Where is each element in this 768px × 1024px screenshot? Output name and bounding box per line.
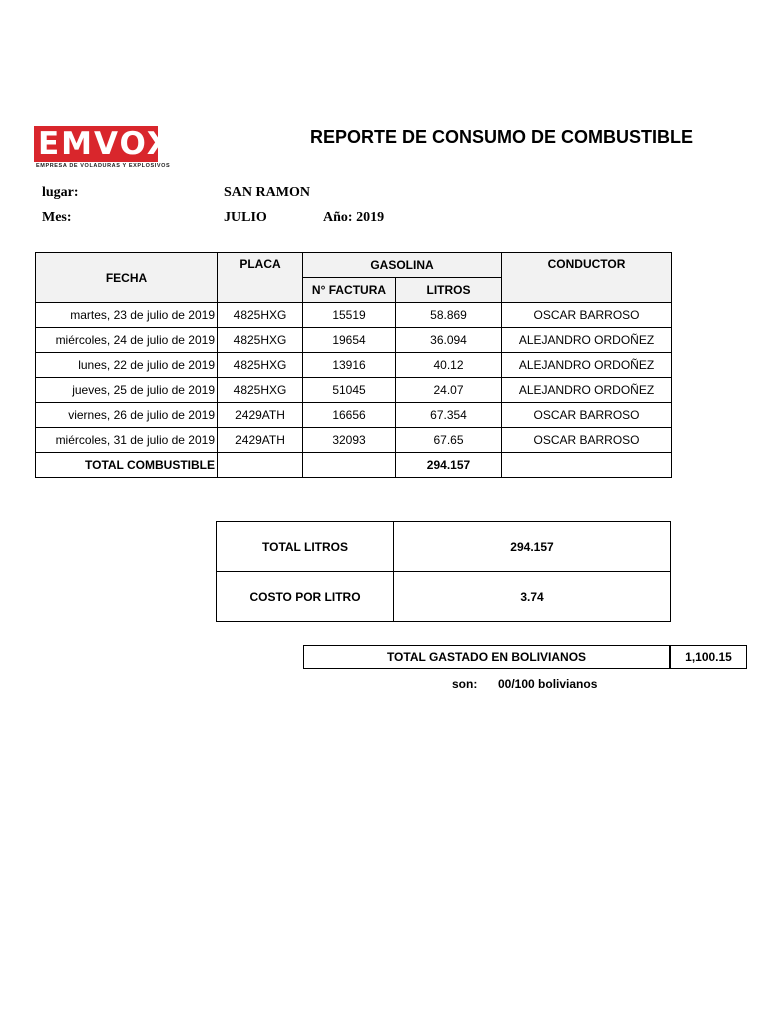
cell-placa: 4825HXG [218,328,303,353]
cell-placa: 2429ATH [218,403,303,428]
cell-placa: 4825HXG [218,378,303,403]
cell-placa: 4825HXG [218,353,303,378]
cell-placa: 4825HXG [218,303,303,328]
lugar-label: lugar: [42,185,79,200]
cell-factura: 16656 [303,403,396,428]
table-row [36,328,672,353]
header-conductor: CONDUCTOR [502,253,672,303]
total-litros: 294.157 [396,453,502,478]
table-row [36,378,672,403]
cell-litros: 58.869 [396,303,502,328]
cell-litros: 67.354 [396,403,502,428]
total-placa-empty [218,453,303,478]
son-label: son: [452,677,478,691]
cell-conductor: ALEJANDRO ORDOÑEZ [502,353,672,378]
cell-conductor: OSCAR BARROSO [502,428,672,453]
lugar-value: SAN RAMON [224,185,310,200]
total-conductor-empty [502,453,672,478]
table-row [36,428,672,453]
cell-fecha: miércoles, 24 de julio de 2019 [36,328,218,353]
cell-fecha: martes, 23 de julio de 2019 [36,303,218,328]
cell-conductor: ALEJANDRO ORDOÑEZ [502,328,672,353]
summary-row [217,522,671,572]
cell-placa: 2429ATH [218,428,303,453]
table-row [36,353,672,378]
anio-label: Año: [323,210,353,225]
cell-factura: 19654 [303,328,396,353]
mes-label: Mes: [42,210,72,225]
total-gastado-value: 1,100.15 [670,645,747,669]
total-label: TOTAL COMBUSTIBLE [36,453,218,478]
summary-table [216,521,671,622]
costo-value: 3.74 [394,572,671,622]
company-logo [34,126,189,172]
total-row [36,453,672,478]
cell-factura: 13916 [303,353,396,378]
cell-litros: 40.12 [396,353,502,378]
total-litros-value: 294.157 [394,522,671,572]
total-gastado-label: TOTAL GASTADO EN BOLIVIANOS [303,645,670,669]
cell-litros: 36.094 [396,328,502,353]
anio-value: 2019 [356,210,385,225]
cell-litros: 24.07 [396,378,502,403]
table-row [36,303,672,328]
header-gasolina: GASOLINA [303,253,502,278]
costo-label: COSTO POR LITRO [217,572,394,622]
summary-row [217,572,671,622]
header-fecha: FECHA [36,253,218,303]
header-factura: N° FACTURA [303,278,396,303]
cell-conductor: ALEJANDRO ORDOÑEZ [502,378,672,403]
cell-fecha: jueves, 25 de julio de 2019 [36,378,218,403]
cell-conductor: OSCAR BARROSO [502,303,672,328]
cell-litros: 67.65 [396,428,502,453]
cell-factura: 32093 [303,428,396,453]
total-factura-empty [303,453,396,478]
cell-fecha: viernes, 26 de julio de 2019 [36,403,218,428]
son-value: 00/100 bolivianos [498,677,598,691]
page-title: REPORTE DE CONSUMO DE COMBUSTIBLE [310,127,694,147]
cell-conductor: OSCAR BARROSO [502,403,672,428]
total-litros-label: TOTAL LITROS [217,522,394,572]
anio-field [323,210,384,226]
logo-tagline: EMPRESA DE VOLADURAS Y EXPLOSIVOS [36,163,171,169]
header-litros: LITROS [396,278,502,303]
cell-factura: 15519 [303,303,396,328]
cell-fecha: lunes, 22 de julio de 2019 [36,353,218,378]
logo-wordmark: EMVOX! [34,126,158,162]
cell-factura: 51045 [303,378,396,403]
fuel-consumption-table [35,252,672,478]
mes-value: JULIO [224,210,267,225]
header-placa: PLACA [218,253,303,303]
table-row [36,403,672,428]
cell-fecha: miércoles, 31 de julio de 2019 [36,428,218,453]
